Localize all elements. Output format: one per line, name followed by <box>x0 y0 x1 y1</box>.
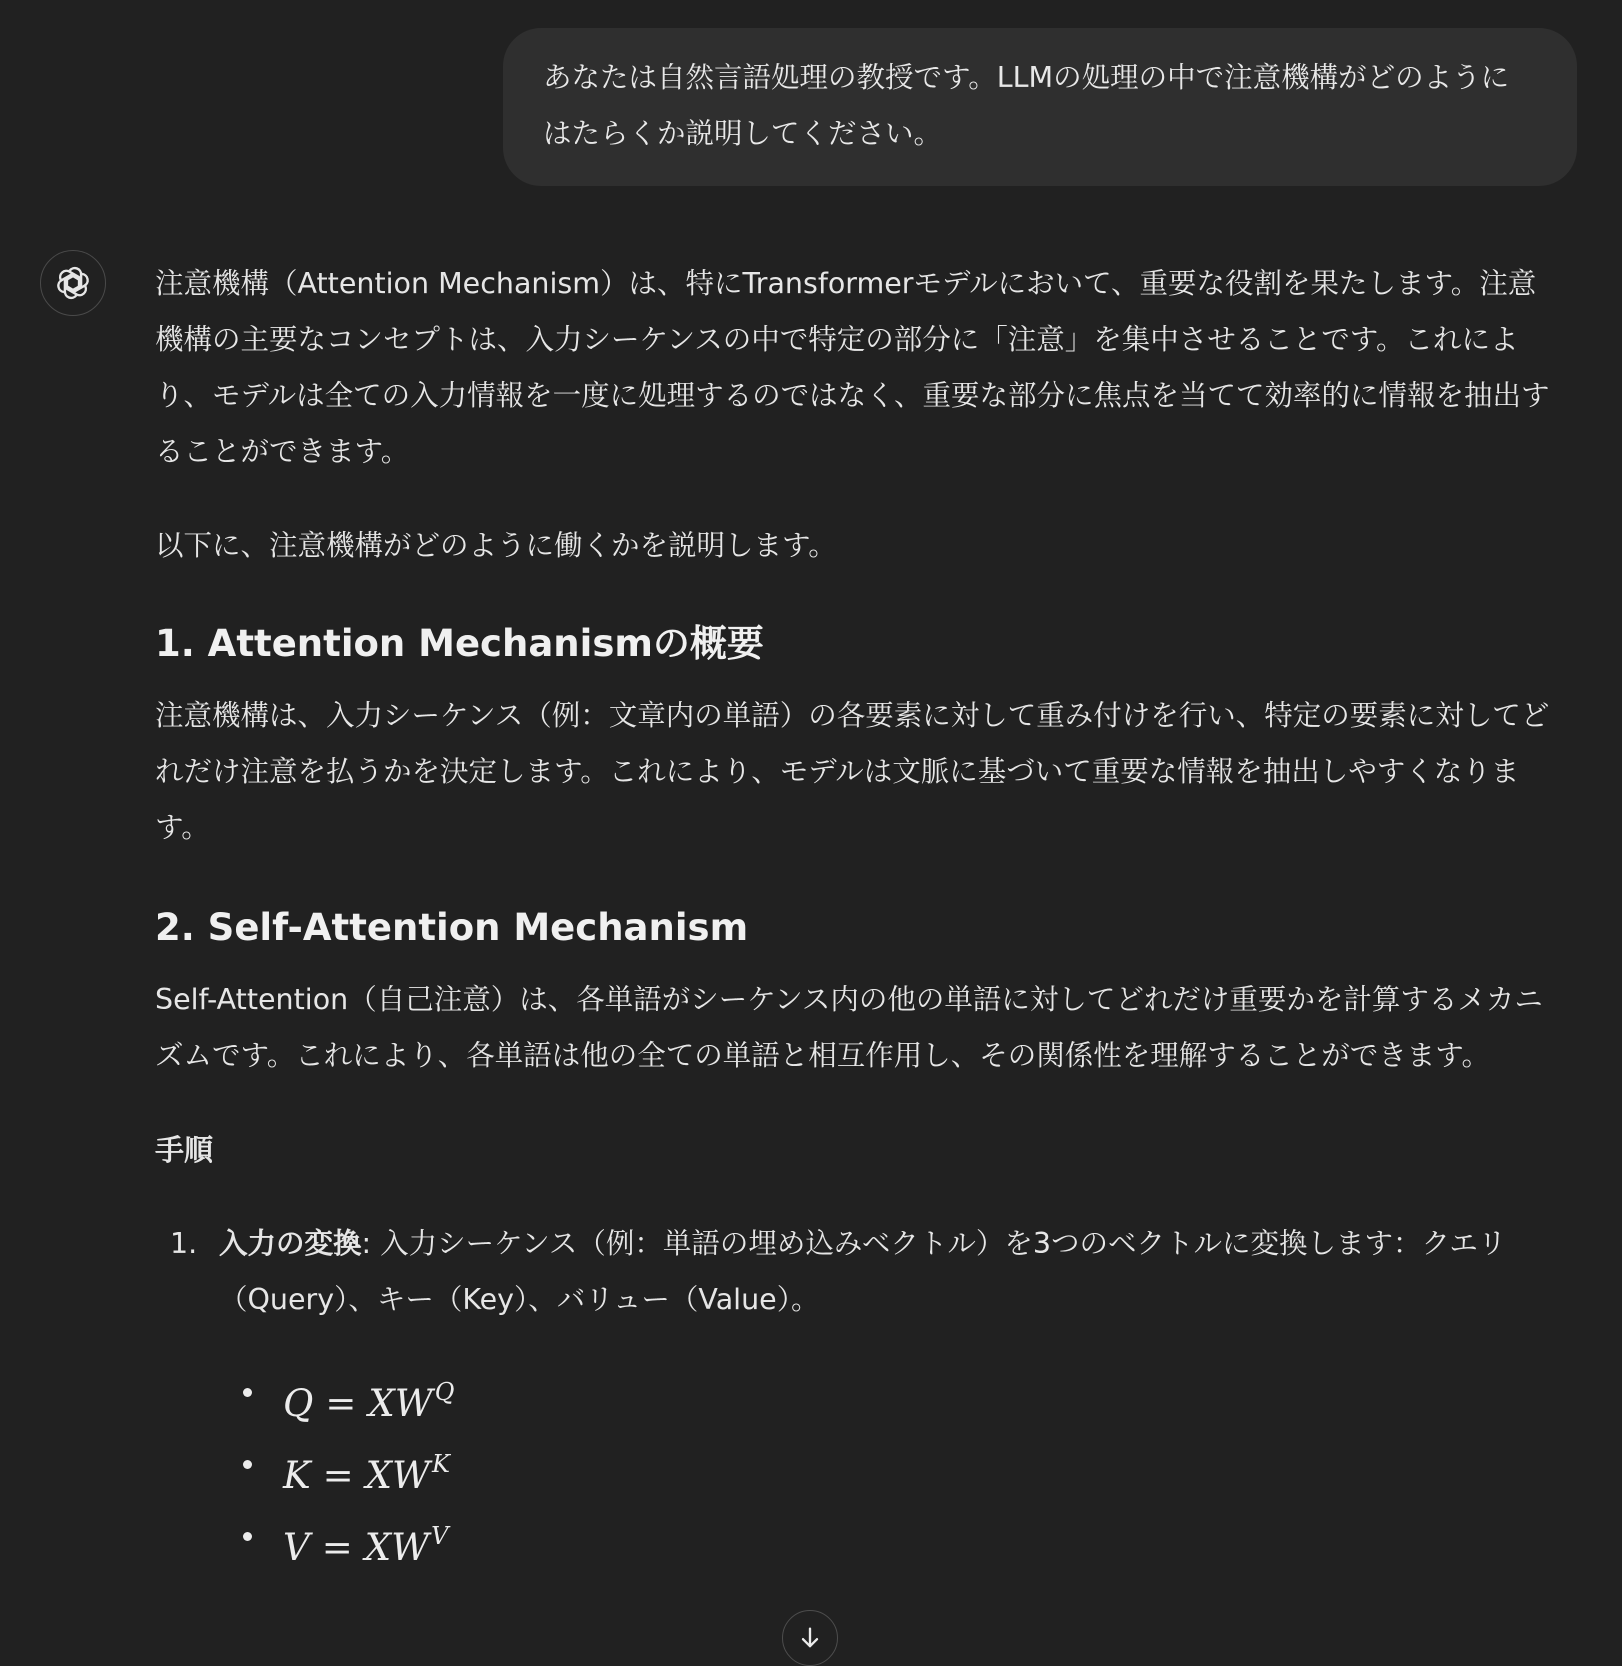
step-item <box>155 1216 1563 1328</box>
formula-rhs: XW <box>365 1454 431 1497</box>
formula-eq: = <box>321 1526 353 1569</box>
formula-eq: = <box>322 1454 354 1497</box>
formula-lhs: V <box>283 1526 310 1569</box>
openai-logo-icon <box>55 265 91 301</box>
steps-subheading: 手順 <box>155 1133 214 1167</box>
formula-lhs: K <box>283 1454 311 1497</box>
section1-body: 注意機構は、入力シーケンス（例：文章内の単語）の各要素に対して重み付けを行い、特定の要素に対してどれだけ注意を払うかを決定します。これにより、モデルは文脈に基づいて重要な情報を抽出しやすくなります。 <box>155 699 1550 844</box>
formula-rhs: XW <box>368 1382 433 1425</box>
formula-sup: V <box>431 1522 449 1550</box>
step-title: 入力の変換 <box>219 1227 362 1260</box>
bullet <box>243 1388 252 1397</box>
bullet <box>243 1460 252 1469</box>
assistant-avatar <box>40 250 106 316</box>
formula-k <box>155 1436 1563 1497</box>
lead-paragraph: 以下に、注意機構がどのように働くかを説明します。 <box>155 529 837 562</box>
section2-body: Self-Attention（自己注意）は、各単語がシーケンス内の他の単語に対してどれだけ重要かを計算するメカニズムです。これにより、各単語は他の全ての単語と相互作用し、その関係性を理解することができます。 <box>155 983 1543 1072</box>
formula-rhs: XW <box>364 1526 430 1569</box>
assistant-message <box>155 256 1563 1593</box>
step-number: 1. <box>170 1227 198 1260</box>
bullet <box>243 1532 252 1541</box>
section2-heading: 2. Self-Attention Mechanism <box>155 906 749 949</box>
user-message-bubble <box>503 28 1577 186</box>
formula-list <box>155 1364 1563 1569</box>
formula-q <box>155 1364 1563 1425</box>
steps-list <box>155 1216 1563 1328</box>
formula-lhs: Q <box>283 1382 314 1425</box>
section1-heading: 1. Attention Mechanismの概要 <box>155 622 764 665</box>
formula-v <box>155 1508 1563 1569</box>
formula-sup: K <box>432 1450 450 1478</box>
formula-eq: = <box>325 1382 357 1425</box>
formula-sup: Q <box>434 1378 455 1406</box>
arrow-down-icon <box>796 1624 824 1652</box>
user-message-text: あなたは自然言語処理の教授です。LLMの処理の中で注意機構がどのようにはたらくか説明してください。 <box>543 61 1510 150</box>
intro-paragraph: 注意機構（Attention Mechanism）は、特にTransformerモデルにおいて、重要な役割を果たします。注意機構の主要なコンセプトは、入力シーケンスの中で特定の部分に「注意」を集中させることです。これにより、モデルは全ての入力情報を一度に処理するのではなく、重要な部分に焦点を当てて効率的に情報を抽出することができます。 <box>155 267 1550 468</box>
step-text: : 入力シーケンス（例：単語の埋め込みベクトル）を3つのベクトルに変換します：クエリ（Query）、キー（Key）、バリュー（Value）。 <box>219 1227 1507 1316</box>
